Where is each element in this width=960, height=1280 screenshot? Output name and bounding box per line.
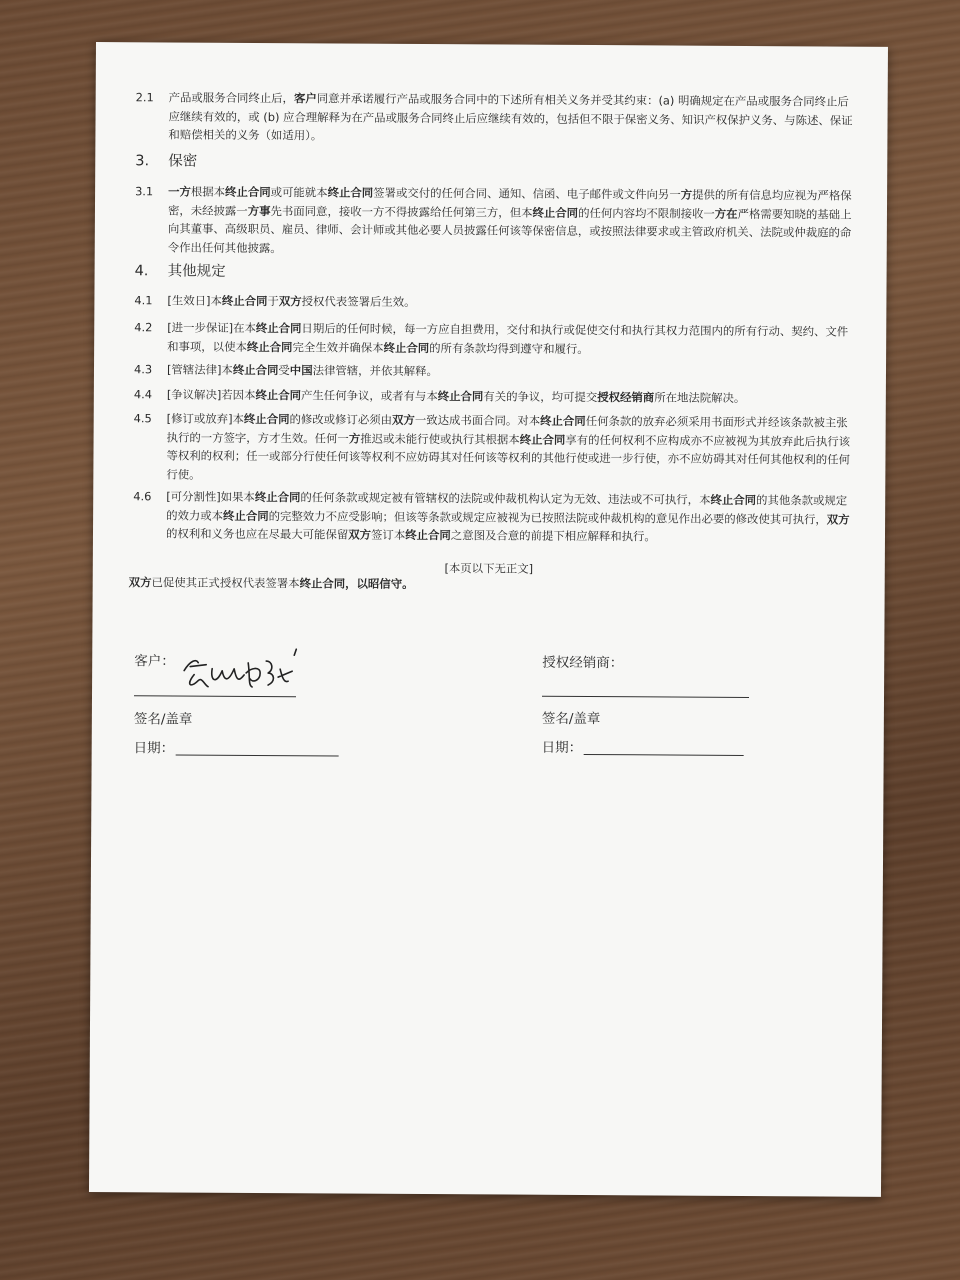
section-3-heading: 3. 保密	[135, 153, 198, 170]
dealer-date-label: 日期：	[541, 739, 583, 756]
clause-4-4	[134, 385, 852, 408]
end-of-text-note: [本页以下无正文]	[444, 561, 534, 576]
clause-number: 4.2	[134, 320, 153, 335]
customer-signature	[176, 641, 306, 702]
customer-date-line[interactable]	[176, 754, 339, 756]
clause-text: [修订或放弃]本终止合同的修改或修订必须由双方一致达成书面合同。对本终止合同任何条款的放弃必须采用书面形式并经该条款被主张执行的一方签字，方才生效。任何一方推迟或未能行使或执行其根据本终止合同享有的任何权利不应构成亦不应被视为其放弃此后执行该等权利的权利；任一或部分行使任何该等权利不应妨碍其对任何该等权利的其他行使或进一步行使，亦不应妨碍其对任何其他权利的任何行使。	[166, 411, 851, 482]
clause-3-1	[135, 182, 853, 261]
clause-4-3	[134, 360, 852, 383]
clause-number: 2.1	[135, 90, 154, 105]
clause-text: [争议解决]若因本终止合同产生任何争议，或者有与本终止合同有关的争议，均可提交授权经销商所在地法院解决。	[166, 387, 746, 405]
dealer-label: 授权经销商：	[542, 654, 624, 672]
clause-text: [生效日]本终止合同于双方授权代表签署后生效。	[167, 293, 416, 309]
clause-number: 4.3	[133, 362, 153, 377]
section-4-heading: 4. 其他规定	[134, 263, 226, 280]
dealer-signature-line[interactable]	[542, 696, 749, 698]
clause-text: [管辖法律]本终止合同受中国法律管辖，并依其解释。	[166, 362, 438, 379]
clause-4-1	[134, 291, 852, 314]
clause-text: [可分割性]如果本终止合同的任何条款或规定被有管辖权的法院或仲裁机构认定为无效、违法或不可执行，本终止合同的其他条款或规定的效力或本终止合同的完整效力不应受影响；但该等条款或规定应被视为已按照法院或仲裁机构的意见作出必要的修改使其可执行，双方的权利和义务也应在尽最大可能保留双方签订本终止合同之意图及合意的前提下相应解释和执行。	[165, 489, 850, 544]
clause-number: 3.1	[135, 184, 154, 199]
clause-text: 产品或服务合同终止后，客户同意并承诺履行产品或服务合同中的下述所有相关义务并受其约束：(a) 明确规定在产品或服务合同终止后应继续有效的，或 (b) 应合理解释为在产品或服务合同终止后应继续有效的，包括但不限于保密义务、知识产权保护义务、与陈述、保证和赔偿相关的义务（如适用）。	[168, 90, 853, 143]
clause-number: 4.1	[134, 293, 153, 308]
customer-label: 客户：	[134, 653, 175, 670]
dealer-sign-seal-label: 签名/盖章	[541, 710, 601, 728]
clause-4-6	[133, 487, 851, 547]
dealer-date-line[interactable]	[584, 754, 744, 756]
customer-sign-seal-label: 签名/盖章	[133, 711, 193, 728]
clause-4-2	[134, 318, 852, 360]
document-page	[89, 42, 888, 1197]
witness-clause: 双方已促使其正式授权代表签署本终止合同，以昭信守。	[128, 575, 414, 591]
clause-number: 4.6	[133, 489, 152, 504]
clause-4-5	[133, 409, 851, 488]
clause-number: 4.4	[133, 387, 153, 402]
clause-number: 4.5	[133, 411, 152, 426]
customer-date-label: 日期：	[133, 740, 175, 757]
clause-text: 一方根据本终止合同或可能就本终止合同签署或交付的任何合同、通知、信函、电子邮件或文件向另一方提供的所有信息均应视为严格保密，未经披露一方事先书面同意，接收一方不得披露给任何第三方，但本终止合同的任何内容均不限制接收一方在严格需要知晓的基础上向其董事、高级职员、雇员、律师、会计师或其他必要人员披露任何该等保密信息，或按照法律要求或主管政府机关、法院或仲裁庭的命令作出任何其他披露。	[167, 184, 852, 255]
clause-2-1	[135, 88, 853, 148]
clause-text: [进一步保证]在本终止合同日期后的任何时候，每一方应自担费用，交付和执行或促使交付和执行其权力范围内的所有行动、契约、文件和事项，以使本终止合同完全生效并确保本终止合同的所有条款均得到遵守和履行。	[167, 320, 849, 356]
